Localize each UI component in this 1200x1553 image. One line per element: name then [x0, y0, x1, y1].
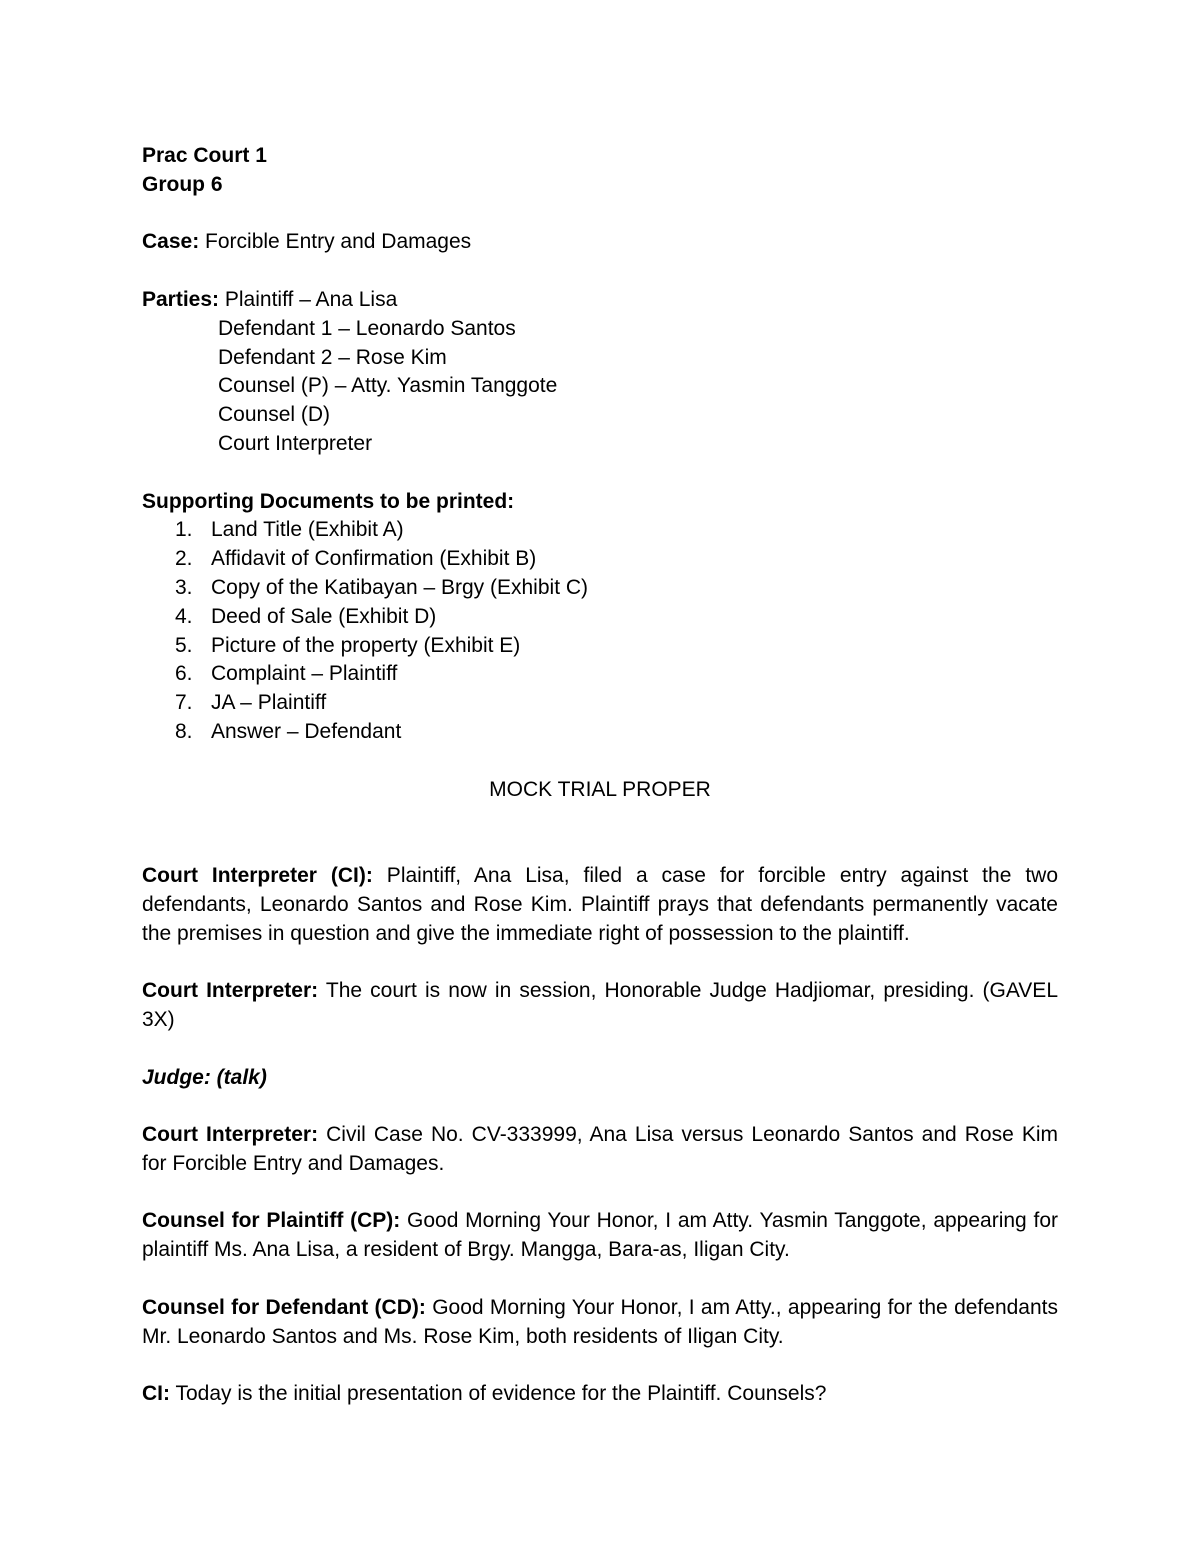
- transcript-line: Court Interpreter: Civil Case No. CV-333999, Ana Lisa versus Leonardo Santos and Rose Kim for Forcible Entry and Damages.: [142, 1123, 1058, 1175]
- speaker-label: Judge: (talk): [142, 1065, 267, 1089]
- case-value: Forcible Entry and Damages: [199, 230, 472, 254]
- list-item: 2. Affidavit of Confirmation (Exhibit B): [175, 547, 537, 571]
- party-item: Counsel (P) – Atty. Yasmin Tanggote: [218, 374, 558, 398]
- transcript-line: Counsel for Plaintiff (CP): Good Morning Your Honor, I am Atty. Yasmin Tanggote, appearing for plaintiff Ms. Ana Lisa, a resident of Brgy. Mangga, Bara-as, Iligan City.: [142, 1209, 1058, 1262]
- transcript-line: Counsel for Defendant (CD): Good Morning Your Honor, I am Atty., appearing for the defendants Mr. Leonardo Santos and Ms. Rose Kim, both residents of Iligan City.: [142, 1295, 1058, 1348]
- list-item: 6. Complaint – Plaintiff: [175, 662, 398, 686]
- speaker-label: Court Interpreter (CI):: [142, 863, 373, 887]
- list-item: 8. Answer – Defendant: [175, 719, 402, 743]
- group-title: Group 6: [142, 172, 223, 196]
- party-item: Defendant 1 – Leonardo Santos: [218, 316, 516, 340]
- transcript-line: Court Interpreter (CI): Plaintiff, Ana Lisa, filed a case for forcible entry against the two defendants, Leonardo Santos and Rose Kim. Plaintiff prays that defendants permanently vacate the premises in question and give the immediate right of possession to the plaintiff.: [142, 863, 1058, 945]
- course-title: Prac Court 1: [142, 144, 267, 167]
- list-item: 3. Copy of the Katibayan – Brgy (Exhibit C): [175, 575, 589, 599]
- parties-label: Parties:: [142, 287, 220, 311]
- documents-list: [142, 516, 1058, 746]
- section-title: MOCK TRIAL PROPER: [489, 777, 711, 801]
- document-body: [142, 142, 1058, 1409]
- list-item: 4. Deed of Sale (Exhibit D): [175, 604, 437, 628]
- transcript-line: [142, 1064, 1058, 1093]
- parties-line: [142, 286, 1058, 315]
- speaker-label: Court Interpreter:: [142, 1123, 319, 1147]
- speaker-label: CI:: [142, 1382, 170, 1406]
- case-label: Case:: [142, 230, 200, 254]
- list-item: 7. JA – Plaintiff: [175, 691, 327, 715]
- list-item: 5. Picture of the property (Exhibit E): [175, 633, 521, 657]
- transcript-line: CI: Today is the initial presentation of evidence for the Plaintiff. Counsels?: [142, 1382, 827, 1406]
- documents-heading: Supporting Documents to be printed:: [142, 489, 515, 513]
- speaker-label: Counsel for Defendant (CD):: [142, 1295, 426, 1319]
- party-item: Court Interpreter: [218, 431, 373, 455]
- transcript-line: Court Interpreter: The court is now in session, Honorable Judge Hadjiomar, presiding. (GAVEL 3X): [142, 979, 1058, 1031]
- case-line: [142, 228, 1058, 257]
- speaker-label: Counsel for Plaintiff (CP):: [142, 1209, 401, 1233]
- speaker-label: Court Interpreter:: [142, 979, 319, 1003]
- party-plaintiff: Plaintiff – Ana Lisa: [219, 287, 398, 311]
- party-item: Defendant 2 – Rose Kim: [218, 345, 447, 369]
- party-item: Counsel (D): [218, 403, 331, 427]
- list-item: 1. Land Title (Exhibit A): [175, 518, 404, 542]
